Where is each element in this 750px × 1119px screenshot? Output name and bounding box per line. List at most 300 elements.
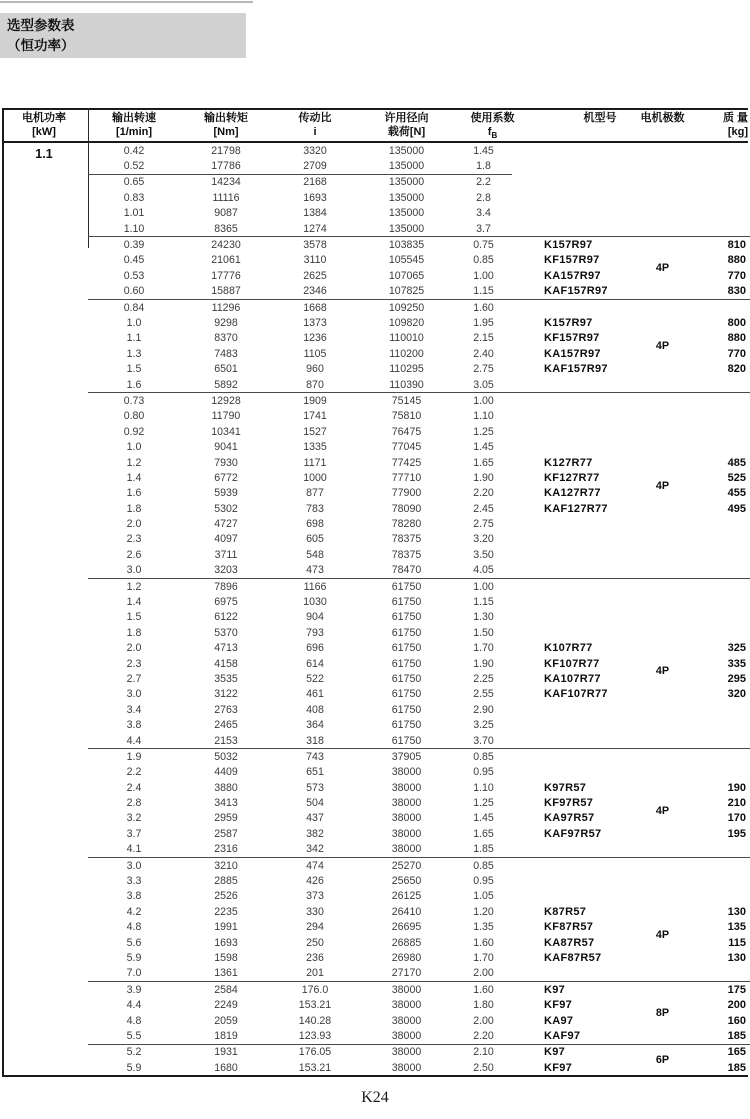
cell-ratio: 140.28: [298, 1014, 332, 1027]
cell-load: 61750: [391, 657, 422, 670]
cell-ratio: 522: [306, 672, 324, 685]
cell-load: 61750: [391, 672, 422, 685]
cell-ratio: 1668: [303, 301, 327, 314]
cell-load: 38000: [391, 843, 422, 856]
cell-load: 26410: [391, 905, 422, 918]
cell-speed: 3.8: [126, 890, 142, 903]
cell-ratio: 573: [306, 781, 324, 794]
cell-model: K107R77: [544, 642, 593, 655]
table-row: [0, 858, 750, 873]
cell-load: 61750: [391, 596, 422, 609]
cell-load: 61750: [391, 719, 422, 732]
cell-speed: 2.7: [126, 672, 142, 685]
cell-speed: 4.1: [126, 843, 142, 856]
cell-speed: 3.9: [126, 983, 142, 996]
cell-mass: 195: [727, 827, 746, 840]
cell-ratio: 3320: [303, 144, 327, 157]
cell-model: KF97: [544, 1061, 573, 1074]
cell-service-factor: 0.85: [473, 859, 494, 872]
cell-speed: 0.84: [123, 301, 145, 314]
cell-load: 135000: [388, 191, 425, 204]
cell-service-factor: 2.00: [473, 1014, 494, 1027]
cell-model: KA97R57: [544, 812, 595, 825]
cell-model: KAF97R57: [544, 827, 602, 840]
cell-load: 26695: [391, 921, 422, 934]
cell-load: 78470: [391, 564, 422, 577]
cell-mass: 880: [727, 254, 746, 267]
cell-torque: 14234: [211, 176, 241, 189]
cell-torque: 1819: [214, 1029, 238, 1042]
cell-load: 26125: [391, 890, 422, 903]
cell-service-factor: 1.00: [473, 580, 494, 593]
cell-service-factor: 2.40: [473, 347, 494, 360]
cell-ratio: 743: [306, 750, 324, 763]
table-row: [0, 532, 750, 547]
cell-torque: 5892: [214, 378, 238, 391]
table-row: [0, 455, 750, 470]
cell-ratio: 250: [306, 936, 324, 949]
header-output-torque: 输出转矩 [Nm]: [204, 112, 248, 139]
cell-ratio: 153.21: [298, 999, 332, 1012]
table-row: [0, 547, 750, 562]
cell-mass: 525: [727, 471, 746, 484]
cell-ratio: 614: [306, 657, 324, 670]
cell-mass: 830: [727, 285, 746, 298]
table-row: [0, 780, 750, 795]
cell-torque: 1931: [214, 1046, 238, 1059]
cell-speed: 3.0: [126, 688, 142, 701]
table-row: [0, 982, 750, 997]
cell-model: KA97: [544, 1014, 574, 1027]
cell-speed: 7.0: [126, 967, 142, 980]
cell-load: 61750: [391, 626, 422, 639]
cell-torque: 9041: [214, 441, 238, 454]
cell-mass: 770: [727, 269, 746, 282]
cell-speed: 2.6: [126, 548, 142, 561]
table-row: [0, 206, 750, 221]
row-group: [0, 858, 750, 981]
table-top-border: [2, 108, 748, 110]
cell-speed: 4.8: [126, 921, 142, 934]
cell-speed: 1.6: [126, 487, 142, 500]
cell-speed: 1.0: [126, 316, 142, 329]
cell-mass: 495: [727, 502, 746, 515]
cell-ratio: 783: [306, 502, 324, 515]
cell-speed: 0.60: [123, 285, 145, 298]
cell-service-factor: 1.45: [473, 812, 494, 825]
table-row: [0, 765, 750, 780]
cell-ratio: 2168: [303, 176, 327, 189]
cell-service-factor: 1.60: [473, 983, 494, 996]
header-model: 机型号: [583, 112, 617, 124]
table-row: [0, 439, 750, 454]
header-radial-load: 许用径向 载荷[N]: [384, 112, 429, 139]
cell-ratio: 176.05: [298, 1046, 332, 1059]
cell-model: KA107R77: [544, 672, 601, 685]
motor-poles-value: 4P: [655, 479, 670, 492]
cell-service-factor: 1.80: [473, 999, 494, 1012]
cell-model: KAF157R97: [544, 285, 608, 298]
table-row: [0, 284, 750, 299]
cell-model: KAF157R97: [544, 363, 608, 376]
cell-torque: 2059: [214, 1014, 238, 1027]
cell-service-factor: 1.25: [473, 797, 494, 810]
cell-service-factor: 2.10: [473, 1046, 494, 1059]
cell-speed: 2.4: [126, 781, 142, 794]
cell-ratio: 1527: [303, 425, 327, 438]
table-row: [0, 563, 750, 578]
cell-load: 110010: [389, 332, 424, 345]
cell-mass: 200: [727, 999, 746, 1012]
cell-torque: 17786: [211, 160, 241, 173]
cell-speed: 1.4: [126, 471, 142, 484]
cell-speed: 1.01: [123, 207, 145, 220]
cell-service-factor: 2.25: [473, 672, 494, 685]
cell-speed: 1.10: [123, 222, 145, 235]
header-service-factor: 使用系数 $f_B$: [470, 112, 515, 141]
cell-load: 109820: [388, 316, 425, 329]
cell-service-factor: 1.00: [473, 394, 494, 407]
cell-service-factor: 0.85: [473, 750, 494, 763]
cell-model: K97: [544, 983, 566, 996]
cell-ratio: 504: [306, 797, 324, 810]
cell-torque: 3413: [214, 797, 238, 810]
cell-service-factor: 2.75: [473, 518, 494, 531]
cell-load: 61750: [391, 611, 422, 624]
cell-ratio: 605: [306, 533, 324, 546]
page-title-line2: （恒功率）: [7, 38, 75, 54]
cell-ratio: 373: [306, 890, 324, 903]
cell-torque: 1680: [214, 1061, 238, 1074]
cell-load: 25650: [391, 875, 422, 888]
cell-ratio: 870: [306, 378, 324, 391]
motor-poles-value: 4P: [655, 665, 670, 678]
table-row: [0, 904, 750, 919]
cell-torque: 5302: [214, 502, 238, 515]
cell-speed: 3.8: [126, 719, 142, 732]
cell-ratio: 364: [306, 719, 324, 732]
cell-service-factor: 2.90: [473, 703, 494, 716]
cell-service-factor: 2.8: [476, 191, 491, 204]
cell-load: 38000: [391, 1029, 422, 1042]
cell-torque: 2153: [214, 734, 238, 747]
cell-speed: 0.80: [123, 410, 145, 423]
cell-model: KF107R77: [544, 657, 600, 670]
cell-model: KAF97: [544, 1029, 581, 1042]
cell-service-factor: 1.15: [473, 285, 494, 298]
cell-load: 110390: [389, 378, 424, 391]
cell-speed: 3.0: [126, 859, 142, 872]
cell-model: K97: [544, 1046, 566, 1059]
cell-torque: 7483: [214, 347, 238, 360]
cell-mass: 210: [727, 797, 746, 810]
cell-mass: 170: [727, 812, 746, 825]
cell-ratio: 696: [306, 642, 324, 655]
page-title: [0, 13, 246, 58]
cell-service-factor: 0.85: [473, 254, 494, 267]
row-group: [0, 143, 750, 174]
cell-speed: 2.3: [126, 657, 142, 670]
cell-ratio: 123.93: [298, 1029, 332, 1042]
cell-load: 26980: [391, 952, 422, 964]
cell-service-factor: 3.7: [476, 222, 491, 235]
cell-load: 38000: [391, 1014, 422, 1027]
cell-torque: 2249: [214, 999, 238, 1012]
cell-load: 61750: [391, 580, 422, 593]
cell-torque: 1361: [214, 967, 238, 980]
cell-torque: 8370: [214, 332, 238, 345]
cell-speed: 1.8: [126, 626, 142, 639]
cell-mass: 325: [727, 642, 746, 655]
cell-speed: 1.9: [126, 750, 142, 763]
cell-mass: 185: [727, 1029, 746, 1042]
cell-service-factor: 1.35: [473, 921, 494, 934]
cell-torque: 5939: [214, 487, 238, 500]
page-title-line1: 选型参数表: [7, 18, 75, 33]
cell-service-factor: 2.75: [473, 363, 494, 376]
table-row: [0, 424, 750, 439]
cell-service-factor: 1.15: [473, 596, 494, 609]
cell-service-factor: 0.75: [473, 239, 494, 252]
cell-model: KA127R77: [544, 487, 601, 500]
cell-service-factor: 1.85: [473, 843, 494, 856]
row-group: [0, 982, 750, 1044]
cell-service-factor: 2.2: [476, 176, 491, 189]
cell-model: KF127R77: [544, 471, 600, 484]
cell-load: 27170: [391, 967, 422, 980]
cell-load: 135000: [388, 176, 425, 189]
cell-speed: 0.73: [123, 394, 145, 407]
cell-service-factor: 1.20: [473, 905, 494, 918]
cell-model: K127R77: [544, 456, 593, 469]
cell-torque: 8365: [214, 222, 238, 235]
cell-ratio: 153.21: [298, 1061, 332, 1074]
motor-poles-value: 4P: [655, 340, 670, 353]
cell-load: 78375: [391, 533, 422, 546]
cell-load: 25270: [391, 859, 422, 872]
cell-torque: 24230: [211, 239, 241, 252]
table-row: [0, 826, 750, 841]
cell-service-factor: 0.95: [473, 766, 494, 779]
table-row: [0, 1028, 750, 1043]
cell-torque: 9298: [214, 316, 238, 329]
cell-load: 135000: [388, 222, 425, 235]
cell-ratio: 437: [306, 812, 324, 825]
cell-model: KA157R97: [544, 347, 601, 360]
cell-torque: 6772: [214, 471, 238, 484]
cell-service-factor: 1.70: [473, 642, 494, 655]
cell-torque: 11790: [211, 410, 241, 423]
cell-mass: 135: [727, 921, 746, 934]
cell-ratio: 330: [306, 905, 324, 918]
table-row: [0, 516, 750, 531]
cell-load: 135000: [388, 144, 425, 157]
table-row: [0, 158, 750, 173]
cell-ratio: 2709: [303, 160, 327, 173]
cell-service-factor: 1.50: [473, 626, 494, 639]
cell-load: 110200: [389, 347, 424, 360]
table-row: [0, 842, 750, 857]
table-row: [0, 409, 750, 424]
cell-ratio: 318: [306, 734, 324, 747]
cell-torque: 4158: [214, 657, 238, 670]
cell-load: 38000: [391, 766, 422, 779]
cell-torque: 7930: [214, 456, 238, 469]
cell-torque: 2465: [214, 719, 238, 732]
cell-mass: 115: [728, 936, 746, 949]
cell-load: 110295: [389, 363, 424, 376]
cell-load: 38000: [391, 1046, 422, 1059]
table-row: [0, 702, 750, 717]
cell-ratio: 236: [306, 952, 324, 964]
cell-model: K157R97: [544, 316, 593, 329]
header-ratio: 传动比 i: [298, 112, 332, 139]
cell-speed: 1.0: [126, 441, 142, 454]
cell-load: 75810: [391, 410, 422, 423]
cell-service-factor: 1.70: [473, 952, 494, 964]
cell-ratio: 1384: [303, 207, 327, 220]
cell-load: 103835: [388, 239, 425, 252]
cell-model: KF157R97: [544, 254, 600, 267]
cell-torque: 2584: [214, 983, 238, 996]
cell-torque: 5370: [214, 626, 238, 639]
cell-ratio: 548: [306, 548, 324, 561]
cell-model: KF97R57: [544, 797, 594, 810]
cell-speed: 3.2: [126, 812, 142, 825]
cell-mass: 810: [727, 239, 746, 252]
table-row: [0, 687, 750, 702]
cell-load: 75145: [391, 394, 422, 407]
table-row: [0, 237, 750, 252]
cell-mass: 880: [727, 332, 746, 345]
header-motor-poles: 电机极数: [640, 112, 685, 124]
table-row: [0, 594, 750, 609]
cell-torque: 2885: [214, 875, 238, 888]
cell-service-factor: 3.4: [476, 207, 491, 220]
cell-load: 76475: [391, 425, 422, 438]
cell-model: KF87R57: [544, 921, 594, 934]
cell-load: 77045: [391, 441, 422, 454]
cell-torque: 2316: [214, 843, 238, 856]
cell-speed: 1.6: [126, 378, 142, 391]
cell-torque: 17776: [211, 269, 241, 282]
cell-model: K97R57: [544, 781, 587, 794]
cell-service-factor: 1.95: [473, 316, 494, 329]
cell-ratio: 461: [306, 688, 324, 701]
cell-mass: 295: [727, 672, 746, 685]
cell-ratio: 3578: [303, 239, 327, 252]
cell-torque: 1693: [214, 936, 238, 949]
cell-torque: 21798: [211, 144, 241, 157]
cell-load: 38000: [391, 812, 422, 825]
cell-torque: 2526: [214, 890, 238, 903]
cell-model: KAF127R77: [544, 502, 608, 515]
cell-torque: 21061: [211, 254, 241, 267]
cell-mass: 335: [727, 657, 746, 670]
cell-ratio: 651: [306, 766, 324, 779]
cell-torque: 4097: [214, 533, 238, 546]
cell-speed: 5.5: [126, 1029, 142, 1042]
cell-service-factor: 1.30: [473, 611, 494, 624]
table-row: [0, 733, 750, 748]
cell-speed: 4.4: [126, 734, 142, 747]
table-row: [0, 749, 750, 764]
motor-poles-value: 4P: [655, 804, 670, 817]
cell-mass: 175: [727, 983, 746, 996]
cell-speed: 5.9: [126, 1061, 142, 1074]
cell-service-factor: 1.45: [473, 441, 494, 454]
cell-mass: 190: [727, 781, 746, 794]
cell-torque: 3880: [214, 781, 238, 794]
cell-ratio: 408: [306, 703, 324, 716]
cell-ratio: 382: [306, 827, 324, 840]
cell-torque: 4409: [214, 766, 238, 779]
cell-speed: 0.83: [123, 191, 145, 204]
row-group: [0, 300, 750, 392]
cell-load: 78280: [391, 518, 422, 531]
cell-torque: 6975: [214, 596, 238, 609]
cell-load: 135000: [388, 160, 425, 173]
table-row: [0, 361, 750, 376]
cell-load: 61750: [391, 688, 422, 701]
table-header-row: [0, 111, 750, 141]
cell-load: 38000: [391, 999, 422, 1012]
cell-ratio: 2346: [303, 285, 327, 298]
cell-service-factor: 1.90: [473, 471, 494, 484]
cell-speed: 1.5: [126, 611, 142, 624]
cell-torque: 10341: [211, 425, 241, 438]
cell-speed: 0.39: [123, 239, 145, 252]
cell-torque: 2959: [214, 812, 238, 825]
cell-mass: 130: [727, 952, 746, 964]
cell-service-factor: 3.50: [473, 548, 494, 561]
table-row: [0, 143, 750, 158]
cell-service-factor: 2.50: [473, 1061, 494, 1074]
cell-ratio: 474: [306, 859, 324, 872]
cell-service-factor: 1.45: [473, 144, 494, 157]
cell-speed: 2.8: [126, 797, 142, 810]
cell-speed: 0.42: [123, 144, 145, 157]
cell-torque: 1598: [214, 952, 238, 964]
row-group: [0, 1045, 750, 1076]
cell-ratio: 793: [306, 626, 324, 639]
cell-service-factor: 0.95: [473, 875, 494, 888]
cell-service-factor: 3.25: [473, 719, 494, 732]
row-group: [0, 579, 750, 748]
cell-speed: 2.3: [126, 533, 142, 546]
motor-poles-value: 4P: [655, 262, 670, 275]
cell-service-factor: 2.20: [473, 1029, 494, 1042]
cell-load: 37905: [391, 750, 422, 763]
cell-speed: 1.2: [126, 580, 142, 593]
cell-speed: 0.52: [123, 160, 145, 173]
cell-load: 78090: [391, 502, 422, 515]
cell-service-factor: 3.05: [473, 378, 494, 391]
cell-mass: 320: [727, 688, 746, 701]
cell-ratio: 342: [306, 843, 324, 856]
cell-service-factor: 2.00: [473, 967, 494, 980]
cell-torque: 3210: [214, 859, 238, 872]
cell-ratio: 904: [306, 611, 324, 624]
cell-service-factor: 1.25: [473, 425, 494, 438]
cell-service-factor: 1.65: [473, 456, 494, 469]
table-row: [0, 610, 750, 625]
cell-service-factor: 2.45: [473, 502, 494, 515]
cell-model: KAF87R57: [544, 952, 602, 964]
cell-mass: 160: [727, 1014, 746, 1027]
cell-torque: 3122: [214, 688, 238, 701]
cell-ratio: 1693: [303, 191, 327, 204]
